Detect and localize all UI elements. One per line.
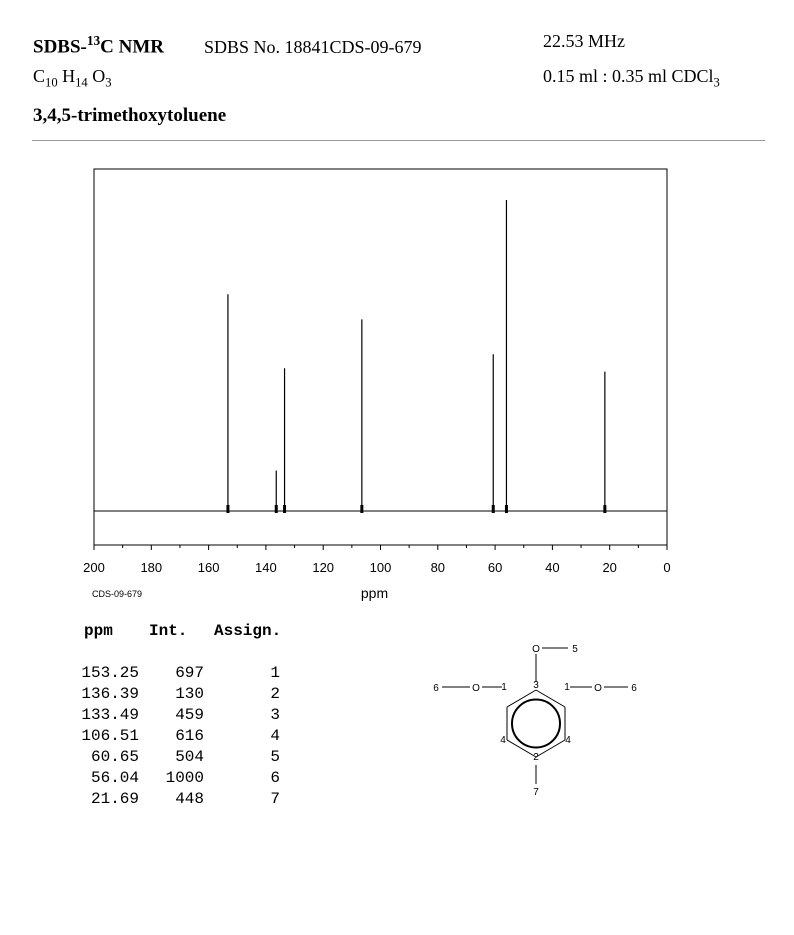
cell-int: 448 — [175, 790, 204, 808]
title-prefix: SDBS- — [33, 36, 87, 58]
x-tick-label: 80 — [430, 560, 446, 575]
cell-assign: 6 — [270, 769, 280, 787]
cell-int: 459 — [175, 706, 204, 724]
cell-ppm: 133.49 — [81, 706, 139, 724]
methoxy-label: 5 — [572, 644, 578, 655]
cell-ppm: 56.04 — [90, 769, 139, 787]
x-tick-label: 200 — [83, 560, 105, 575]
sdbs-no: SDBS No. 18841 — [204, 37, 330, 57]
ring-atom-label: 1 — [501, 682, 507, 693]
ring-atom-label: 4 — [565, 735, 571, 746]
x-tick-label: 60 — [487, 560, 503, 575]
ring-atom-label: 4 — [500, 735, 506, 746]
cell-assign: 7 — [270, 790, 280, 808]
cell-int: 130 — [175, 685, 204, 703]
cell-assign: 3 — [270, 706, 280, 724]
title-main: C NMR — [100, 36, 165, 58]
title-isotope: 13 — [86, 33, 101, 48]
cell-assign: 1 — [270, 664, 280, 682]
ring-atom-label: 3 — [533, 680, 539, 691]
aromatic-ring — [512, 700, 560, 748]
methoxy-label: 6 — [433, 683, 439, 694]
x-tick-label: 0 — [663, 560, 671, 575]
cell-int: 616 — [175, 727, 204, 745]
cell-ppm: 60.65 — [90, 748, 139, 766]
cell-ppm: 153.25 — [81, 664, 139, 682]
oxygen-label: O — [594, 683, 602, 694]
sample-sub: 3 — [713, 75, 720, 90]
cell-ppm: 136.39 — [81, 685, 139, 703]
formula-o: O — [92, 66, 106, 86]
x-tick-label: 40 — [545, 560, 560, 575]
formula-c: C — [33, 66, 46, 86]
oxygen-label: O — [532, 644, 540, 655]
col-header-ppm: ppm — [84, 622, 113, 640]
x-tick-label: 120 — [312, 560, 335, 575]
ring-atom-label: 2 — [533, 752, 539, 763]
cell-assign: 5 — [270, 748, 280, 766]
cell-int: 1000 — [165, 769, 204, 787]
cell-ppm: 21.69 — [90, 790, 139, 808]
formula-o-count: 3 — [105, 75, 112, 90]
cell-ppm: 106.51 — [81, 727, 139, 745]
x-tick-label: 180 — [140, 560, 163, 575]
x-tick-label: 100 — [369, 560, 392, 575]
plot-frame — [94, 169, 667, 545]
compound-name: 3,4,5-trimethoxytoluene — [33, 105, 227, 126]
formula-h-count: 14 — [75, 75, 88, 90]
formula-h: H — [62, 66, 76, 86]
sample-text: 0.15 ml : 0.35 ml CDCl — [543, 66, 714, 86]
methyl-label: 7 — [533, 787, 539, 798]
x-tick-label: 20 — [602, 560, 617, 575]
col-header-assign: Assign. — [214, 622, 282, 640]
x-tick-label: 140 — [255, 560, 277, 575]
cell-int: 697 — [175, 664, 204, 682]
x-tick-label: 160 — [197, 560, 220, 575]
spectrum-code: CDS-09-679 — [92, 589, 143, 599]
methoxy-label: 6 — [631, 683, 637, 694]
frequency: 22.53 MHz — [543, 31, 625, 51]
col-header-int: Int. — [149, 622, 188, 640]
formula-c-count: 10 — [45, 75, 58, 90]
cds-no: CDS-09-679 — [329, 37, 422, 57]
oxygen-label: O — [472, 683, 480, 694]
molecule-structure — [420, 630, 660, 810]
cell-assign: 2 — [270, 685, 280, 703]
cell-int: 504 — [175, 748, 204, 766]
cell-assign: 4 — [270, 727, 280, 745]
ring-atom-label: 1 — [564, 682, 570, 693]
x-axis-label: ppm — [360, 585, 389, 601]
